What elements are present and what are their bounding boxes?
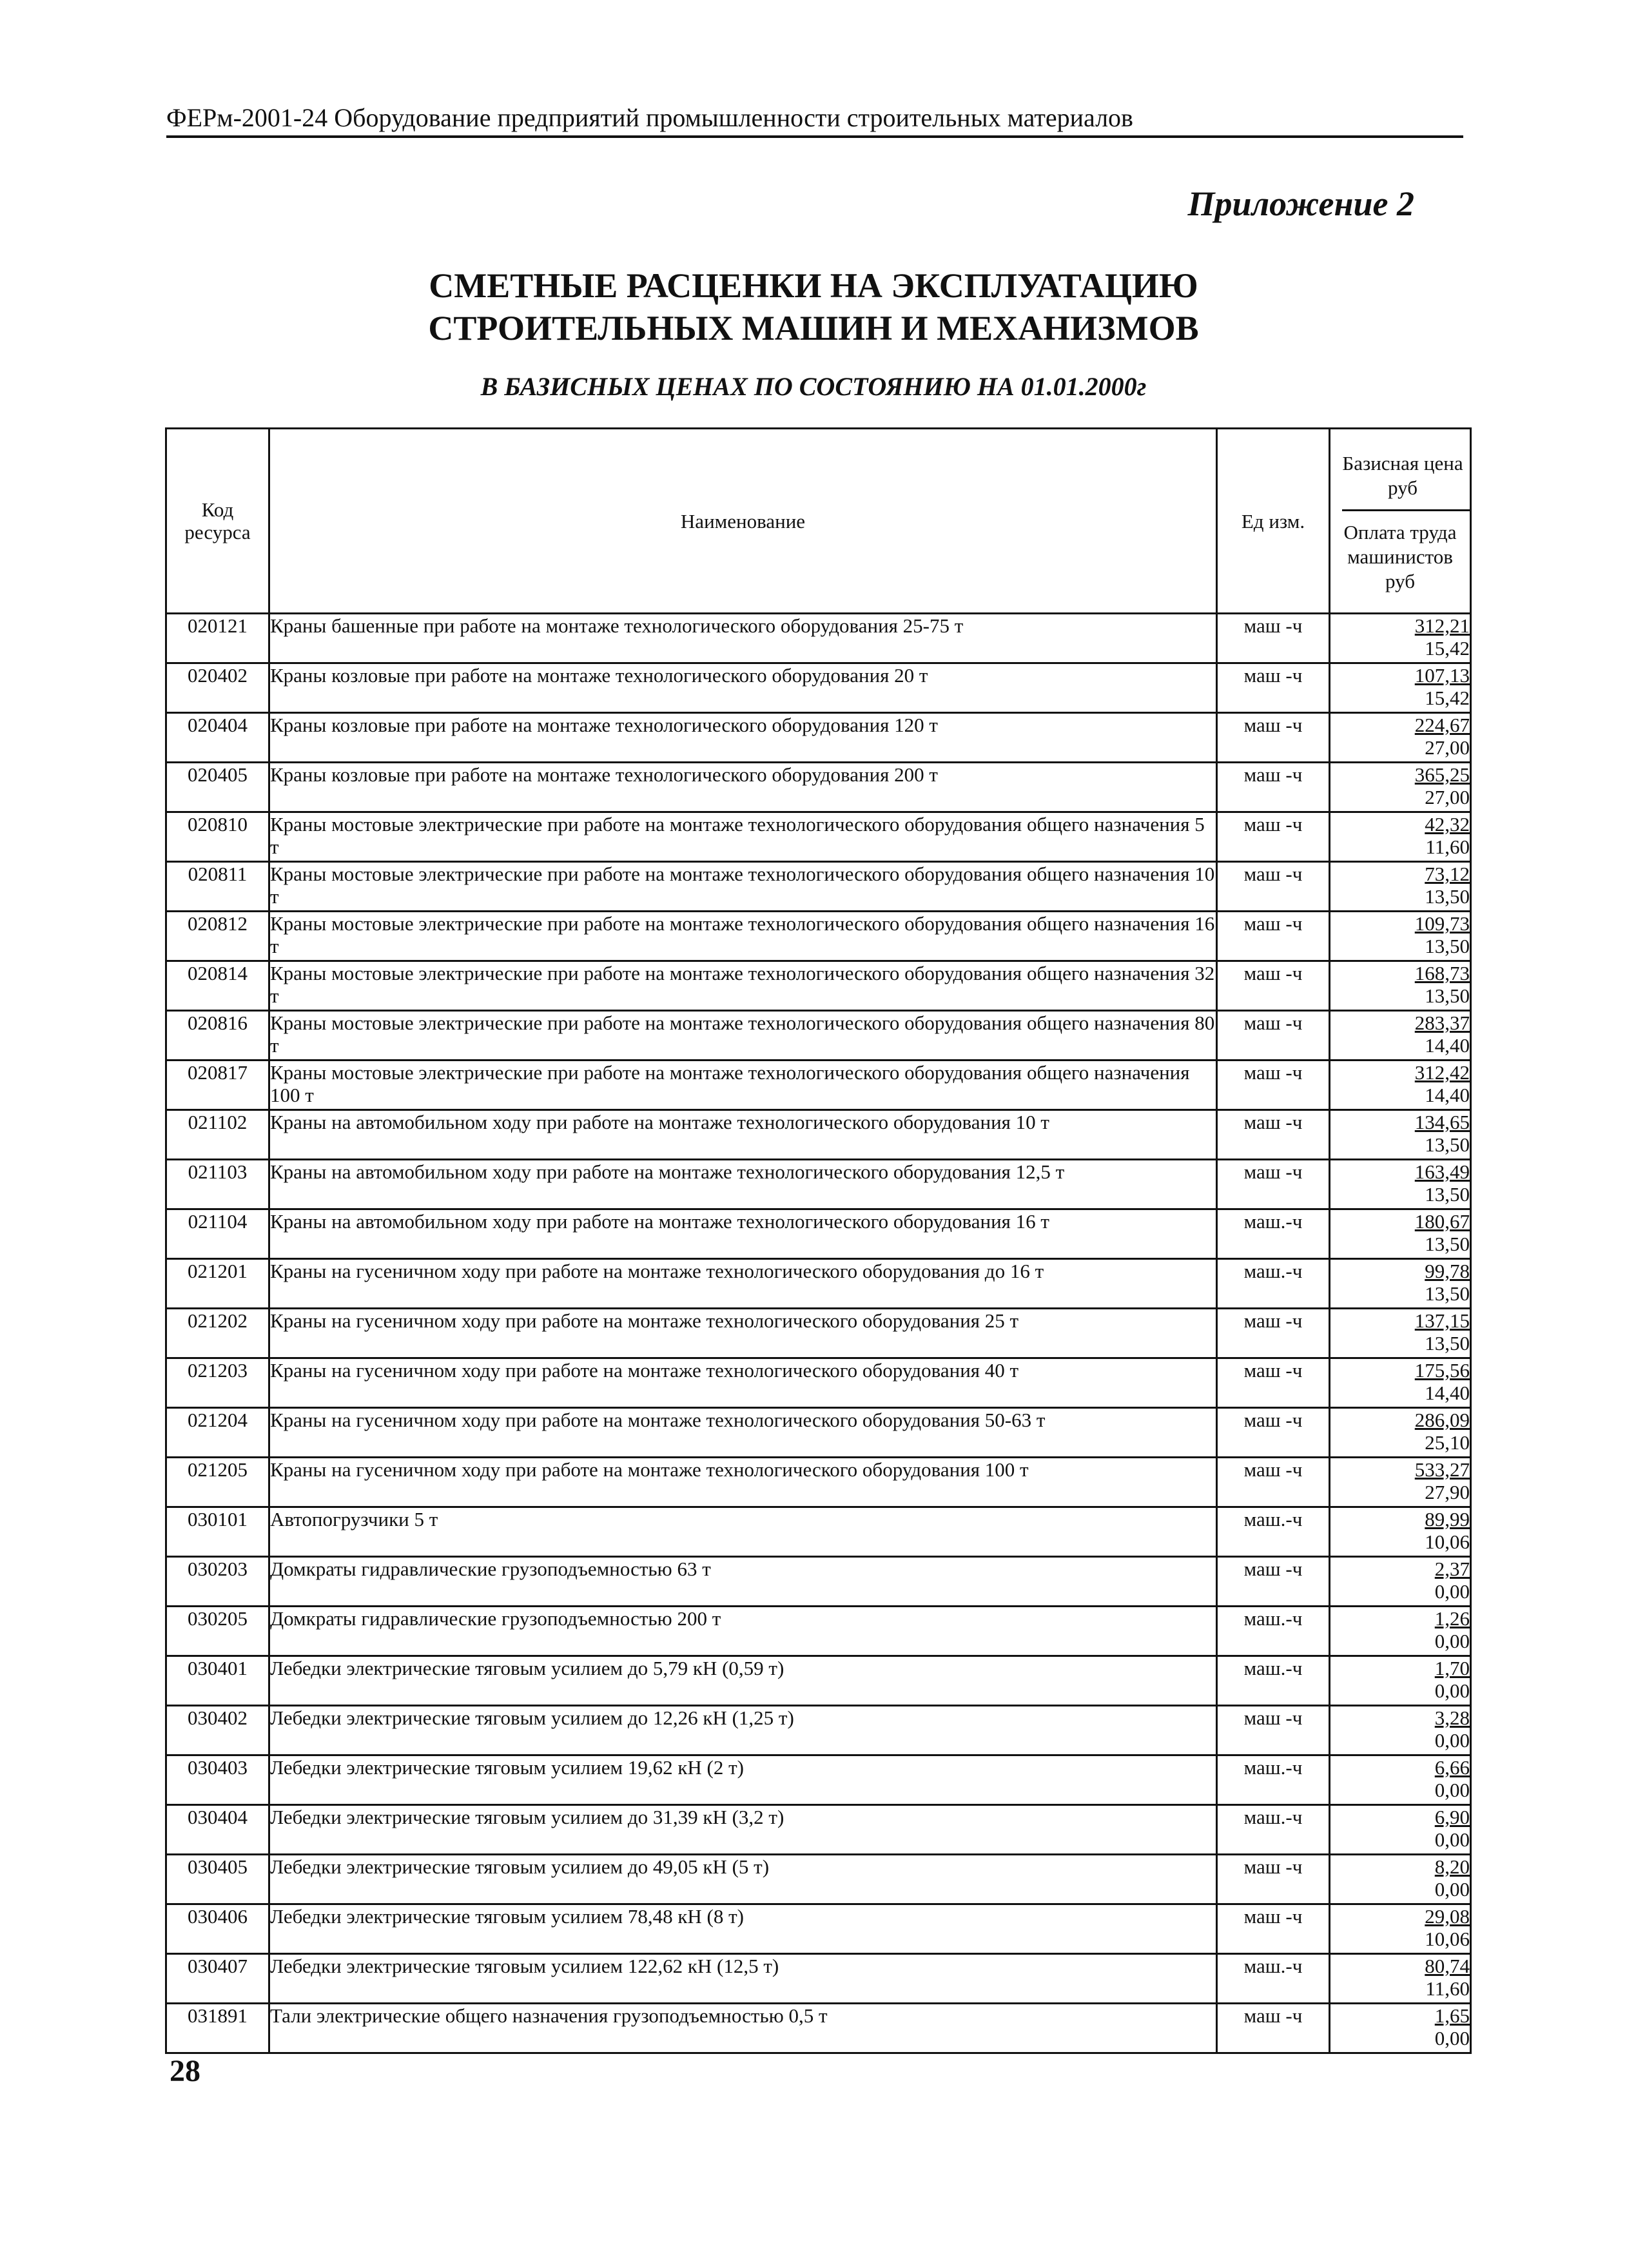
resource-name: Краны на автомобильном ходу при работе на монтаже технологического оборудования 10 т [269, 1110, 1217, 1160]
base-price: 533,27 [1414, 1458, 1470, 1481]
operator-pay: 0,00 [1434, 1729, 1470, 1752]
resource-code: 021204 [166, 1408, 269, 1458]
column-header-code: Код ресурса [166, 429, 269, 614]
resource-code: 020816 [166, 1011, 269, 1061]
resource-code: 020814 [166, 961, 269, 1011]
table-row [166, 1061, 1471, 1110]
table-row [166, 1358, 1471, 1408]
price-cell [1330, 1110, 1471, 1160]
base-price: 109,73 [1414, 912, 1470, 935]
unit-of-measure: маш -ч [1217, 1904, 1330, 1954]
resource-code: 030101 [166, 1507, 269, 1557]
table-row [166, 1160, 1471, 1209]
price-cell [1330, 1954, 1471, 2004]
resource-name: Краны на гусеничном ходу при работе на монтаже технологического оборудования 25 т [269, 1309, 1217, 1358]
table-row [166, 763, 1471, 812]
table-row [166, 1011, 1471, 1061]
base-price: 73,12 [1425, 863, 1470, 885]
operator-pay: 10,06 [1425, 1928, 1470, 1950]
table-row [166, 812, 1471, 862]
base-price: 180,67 [1414, 1210, 1470, 1233]
resource-name: Домкраты гидравлические грузоподъемностью 63 т [269, 1557, 1217, 1607]
operator-pay: 27,90 [1425, 1481, 1470, 1503]
operator-pay: 0,00 [1434, 1630, 1470, 1652]
operator-pay: 13,50 [1425, 1133, 1470, 1156]
unit-of-measure: маш.-ч [1217, 1259, 1330, 1309]
unit-of-measure: маш -ч [1217, 614, 1330, 663]
base-price: 8,20 [1434, 1855, 1470, 1878]
base-price: 6,90 [1434, 1806, 1470, 1828]
resource-name: Краны мостовые электрические при работе на монтаже технологического оборудования общего назначения 5 т [269, 812, 1217, 862]
base-price: 99,78 [1425, 1260, 1470, 1282]
operator-pay: 11,60 [1425, 836, 1470, 858]
base-price: 6,66 [1434, 1756, 1470, 1779]
unit-of-measure: маш -ч [1217, 961, 1330, 1011]
price-cell [1330, 1011, 1471, 1061]
resource-code: 021202 [166, 1309, 269, 1358]
price-cell [1330, 1656, 1471, 1706]
operator-pay: 0,00 [1434, 1679, 1470, 1702]
unit-of-measure: маш -ч [1217, 2004, 1330, 2053]
price-cell [1330, 1259, 1471, 1309]
rates-table [165, 427, 1472, 2054]
table-row [166, 1954, 1471, 2004]
table-row [166, 1458, 1471, 1507]
operator-pay: 27,00 [1425, 786, 1470, 808]
resource-name: Краны мостовые электрические при работе на монтаже технологического оборудования общего назначения 16 т [269, 912, 1217, 961]
table-row [166, 1209, 1471, 1259]
table-row [166, 912, 1471, 961]
column-header-price-base: Базисная цена руб [1342, 445, 1470, 511]
resource-name: Домкраты гидравлические грузоподъемностью 200 т [269, 1607, 1217, 1656]
unit-of-measure: маш -ч [1217, 1855, 1330, 1904]
base-price: 1,26 [1434, 1607, 1470, 1630]
table-row [166, 1706, 1471, 1755]
table-row [166, 1755, 1471, 1805]
resource-code: 021203 [166, 1358, 269, 1408]
operator-pay: 0,00 [1434, 1828, 1470, 1851]
operator-pay: 13,50 [1425, 885, 1470, 908]
operator-pay: 0,00 [1434, 1878, 1470, 1901]
column-header-name: Наименование [269, 429, 1217, 614]
unit-of-measure: маш.-ч [1217, 1805, 1330, 1855]
base-price: 163,49 [1414, 1160, 1470, 1183]
resource-name: Краны башенные при работе на монтаже технологического оборудования 25-75 т [269, 614, 1217, 663]
resource-name: Краны мостовые электрические при работе на монтаже технологического оборудования общего назначения 80 т [269, 1011, 1217, 1061]
resource-code: 030403 [166, 1755, 269, 1805]
table-row [166, 1855, 1471, 1904]
base-price: 175,56 [1414, 1359, 1470, 1382]
base-price: 286,09 [1414, 1409, 1470, 1431]
resource-code: 030407 [166, 1954, 269, 2004]
unit-of-measure: маш -ч [1217, 763, 1330, 812]
resource-name: Лебедки электрические тяговым усилием до 31,39 кН (3,2 т) [269, 1805, 1217, 1855]
resource-name: Лебедки электрические тяговым усилием до 5,79 кН (0,59 т) [269, 1656, 1217, 1706]
resource-name: Лебедки электрические тяговым усилием 78,48 кН (8 т) [269, 1904, 1217, 1954]
page-subtitle: В БАЗИСНЫХ ЦЕНАХ ПО СОСТОЯНИЮ НА 01.01.2000г [480, 372, 1147, 401]
unit-of-measure: маш -ч [1217, 1110, 1330, 1160]
unit-of-measure: маш -ч [1217, 1358, 1330, 1408]
price-cell [1330, 1408, 1471, 1458]
resource-code: 020810 [166, 812, 269, 862]
resource-code: 020402 [166, 663, 269, 713]
operator-pay: 0,00 [1434, 1779, 1470, 1801]
table-row [166, 862, 1471, 912]
resource-code: 020817 [166, 1061, 269, 1110]
resource-name: Краны на гусеничном ходу при работе на монтаже технологического оборудования 40 т [269, 1358, 1217, 1408]
price-cell [1330, 1507, 1471, 1557]
resource-name: Краны мостовые электрические при работе на монтаже технологического оборудования общего назначения 32 т [269, 961, 1217, 1011]
price-cell [1330, 1706, 1471, 1755]
price-cell [1330, 1209, 1471, 1259]
price-cell [1330, 614, 1471, 663]
appendix-label: Приложение 2 [1187, 184, 1414, 223]
operator-pay: 13,50 [1425, 1233, 1470, 1255]
base-price: 134,65 [1414, 1111, 1470, 1133]
unit-of-measure: маш -ч [1217, 1706, 1330, 1755]
base-price: 80,74 [1425, 1955, 1470, 1977]
resource-code: 021201 [166, 1259, 269, 1309]
title-line-1: СМЕТНЫЕ РАСЦЕНКИ НА ЭКСПЛУАТАЦИЮ [429, 266, 1198, 305]
unit-of-measure: маш -ч [1217, 1061, 1330, 1110]
table-row [166, 663, 1471, 713]
unit-of-measure: маш -ч [1217, 1557, 1330, 1607]
price-cell [1330, 1061, 1471, 1110]
running-header: ФЕРм-2001-24 Оборудование предприятий промышленности строительных материалов [166, 103, 1463, 138]
resource-name: Тали электрические общего назначения грузоподъемностью 0,5 т [269, 2004, 1217, 2053]
resource-name: Лебедки электрические тяговым усилием 122,62 кН (12,5 т) [269, 1954, 1217, 2004]
base-price: 29,08 [1425, 1905, 1470, 1928]
resource-name: Краны козловые при работе на монтаже технологического оборудования 200 т [269, 763, 1217, 812]
base-price: 42,32 [1425, 813, 1470, 836]
price-cell [1330, 912, 1471, 961]
operator-pay: 25,10 [1425, 1431, 1470, 1454]
table-row [166, 1656, 1471, 1706]
table-row [166, 1805, 1471, 1855]
price-cell [1330, 1160, 1471, 1209]
table-row [166, 614, 1471, 663]
price-cell [1330, 961, 1471, 1011]
table-row [166, 1904, 1471, 1954]
table-row [166, 1110, 1471, 1160]
resource-code: 021102 [166, 1110, 269, 1160]
column-header-price-pay: Оплата труда машинистов руб [1343, 520, 1457, 592]
unit-of-measure: маш.-ч [1217, 1507, 1330, 1557]
resource-name: Краны на гусеничном ходу при работе на монтаже технологического оборудования до 16 т [269, 1259, 1217, 1309]
unit-of-measure: маш -ч [1217, 1458, 1330, 1507]
price-cell [1330, 1805, 1471, 1855]
column-header-price [1330, 429, 1471, 614]
price-cell [1330, 862, 1471, 912]
resource-code: 030405 [166, 1855, 269, 1904]
resource-code: 030404 [166, 1805, 269, 1855]
resource-name: Краны козловые при работе на монтаже технологического оборудования 120 т [269, 713, 1217, 763]
base-price: 3,28 [1434, 1706, 1470, 1729]
price-cell [1330, 663, 1471, 713]
base-price: 2,37 [1434, 1558, 1470, 1580]
unit-of-measure: маш -ч [1217, 1309, 1330, 1358]
price-cell [1330, 763, 1471, 812]
unit-of-measure: маш -ч [1217, 862, 1330, 912]
resource-code: 030205 [166, 1607, 269, 1656]
page-number: 28 [170, 2054, 200, 2088]
base-price: 107,13 [1414, 664, 1470, 687]
unit-of-measure: маш -ч [1217, 1011, 1330, 1061]
unit-of-measure: маш -ч [1217, 812, 1330, 862]
resource-name: Краны козловые при работе на монтаже технологического оборудования 20 т [269, 663, 1217, 713]
resource-name: Автопогрузчики 5 т [269, 1507, 1217, 1557]
price-cell [1330, 1557, 1471, 1607]
unit-of-measure: маш.-ч [1217, 1954, 1330, 2004]
price-cell [1330, 713, 1471, 763]
resource-code: 020404 [166, 713, 269, 763]
resource-name: Краны мостовые электрические при работе на монтаже технологического оборудования общего назначения 10 т [269, 862, 1217, 912]
operator-pay: 11,60 [1425, 1977, 1470, 2000]
unit-of-measure: маш -ч [1217, 912, 1330, 961]
resource-name: Краны на гусеничном ходу при работе на монтаже технологического оборудования 100 т [269, 1458, 1217, 1507]
table-row [166, 713, 1471, 763]
table-row [166, 961, 1471, 1011]
table-row [166, 1607, 1471, 1656]
operator-pay: 10,06 [1425, 1530, 1470, 1553]
resource-name: Лебедки электрические тяговым усилием до 49,05 кН (5 т) [269, 1855, 1217, 1904]
unit-of-measure: маш.-ч [1217, 1755, 1330, 1805]
resource-name: Лебедки электрические тяговым усилием 19,62 кН (2 т) [269, 1755, 1217, 1805]
price-cell [1330, 1855, 1471, 1904]
resource-code: 030401 [166, 1656, 269, 1706]
unit-of-measure: маш.-ч [1217, 1656, 1330, 1706]
resource-code: 021205 [166, 1458, 269, 1507]
base-price: 312,42 [1414, 1061, 1470, 1084]
base-price: 283,37 [1414, 1012, 1470, 1034]
operator-pay: 13,50 [1425, 1282, 1470, 1305]
table-row [166, 2004, 1471, 2053]
table-header-row [166, 429, 1471, 614]
resource-code: 030406 [166, 1904, 269, 1954]
resource-code: 020812 [166, 912, 269, 961]
operator-pay: 13,50 [1425, 1183, 1470, 1206]
resource-name: Краны на автомобильном ходу при работе на монтаже технологического оборудования 16 т [269, 1209, 1217, 1259]
unit-of-measure: маш -ч [1217, 1160, 1330, 1209]
base-price: 312,21 [1414, 614, 1470, 637]
operator-pay: 13,50 [1425, 1332, 1470, 1354]
resource-code: 021104 [166, 1209, 269, 1259]
operator-pay: 27,00 [1425, 736, 1470, 759]
operator-pay: 15,42 [1425, 637, 1470, 660]
resource-name: Лебедки электрические тяговым усилием до 12,26 кН (1,25 т) [269, 1706, 1217, 1755]
price-cell [1330, 1309, 1471, 1358]
table-body [166, 614, 1471, 2053]
base-price: 89,99 [1425, 1508, 1470, 1530]
operator-pay: 0,00 [1434, 2027, 1470, 2049]
unit-of-measure: маш.-ч [1217, 1209, 1330, 1259]
base-price: 224,67 [1414, 714, 1470, 736]
resource-code: 020121 [166, 614, 269, 663]
resource-code: 020405 [166, 763, 269, 812]
resource-name: Краны на автомобильном ходу при работе на монтаже технологического оборудования 12,5 т [269, 1160, 1217, 1209]
resource-name: Краны на гусеничном ходу при работе на монтаже технологического оборудования 50-63 т [269, 1408, 1217, 1458]
price-cell [1330, 2004, 1471, 2053]
operator-pay: 14,40 [1425, 1382, 1470, 1404]
operator-pay: 13,50 [1425, 935, 1470, 957]
unit-of-measure: маш -ч [1217, 713, 1330, 763]
page-title [0, 264, 1627, 349]
operator-pay: 14,40 [1425, 1034, 1470, 1057]
operator-pay: 13,50 [1425, 984, 1470, 1007]
base-price: 168,73 [1414, 962, 1470, 984]
resource-code: 031891 [166, 2004, 269, 2053]
resource-code: 030402 [166, 1706, 269, 1755]
resource-code: 020811 [166, 862, 269, 912]
title-line-2: СТРОИТЕЛЬНЫХ МАШИН И МЕХАНИЗМОВ [428, 309, 1199, 347]
column-header-unit: Ед изм. [1217, 429, 1330, 614]
table-row [166, 1309, 1471, 1358]
price-cell [1330, 1358, 1471, 1408]
base-price: 1,65 [1434, 2004, 1470, 2027]
table-row [166, 1507, 1471, 1557]
table-row [166, 1259, 1471, 1309]
price-cell [1330, 1458, 1471, 1507]
table-row [166, 1557, 1471, 1607]
unit-of-measure: маш -ч [1217, 1408, 1330, 1458]
price-cell [1330, 1904, 1471, 1954]
operator-pay: 15,42 [1425, 687, 1470, 709]
resource-name: Краны мостовые электрические при работе на монтаже технологического оборудования общего назначения 100 т [269, 1061, 1217, 1110]
unit-of-measure: маш -ч [1217, 663, 1330, 713]
base-price: 1,70 [1434, 1657, 1470, 1679]
unit-of-measure: маш.-ч [1217, 1607, 1330, 1656]
price-cell [1330, 1607, 1471, 1656]
price-cell [1330, 812, 1471, 862]
price-cell [1330, 1755, 1471, 1805]
resource-code: 030203 [166, 1557, 269, 1607]
table-row [166, 1408, 1471, 1458]
operator-pay: 0,00 [1434, 1580, 1470, 1603]
base-price: 365,25 [1414, 763, 1470, 786]
resource-code: 021103 [166, 1160, 269, 1209]
operator-pay: 14,40 [1425, 1084, 1470, 1106]
base-price: 137,15 [1414, 1309, 1470, 1332]
